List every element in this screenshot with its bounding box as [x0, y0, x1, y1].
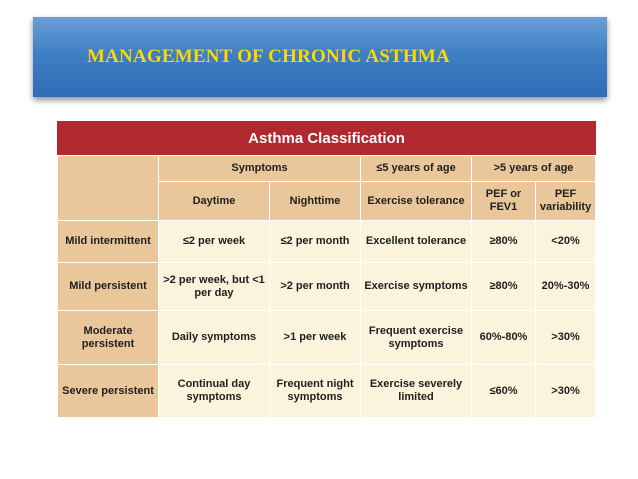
table-title-row — [58, 121, 596, 156]
nighttime-cell: Frequent night symptoms — [270, 365, 361, 418]
variability-cell: >30% — [536, 311, 596, 365]
variability-cell: <20% — [536, 221, 596, 263]
pef-cell: 60%-80% — [472, 311, 536, 365]
slide-title: MANAGEMENT OF CHRONIC ASTHMA — [87, 46, 450, 67]
table-row — [58, 311, 596, 365]
table-title-text: Asthma Classification — [248, 129, 405, 147]
pef-cell: ≤60% — [472, 365, 536, 418]
pef-variability-header: PEF variability — [536, 182, 596, 221]
nighttime-cell: >2 per month — [270, 263, 361, 311]
symptoms-group-header: Symptoms — [159, 156, 361, 182]
table-row — [58, 365, 596, 418]
table-row — [58, 263, 596, 311]
daytime-cell: Daily symptoms — [159, 311, 270, 365]
table-row — [58, 221, 596, 263]
row-label: Severe persistent — [58, 365, 159, 418]
asthma-classification-table — [57, 121, 595, 417]
over5-group-header: >5 years of age — [472, 156, 596, 182]
exercise-cell: Exercise symptoms — [361, 263, 472, 311]
exercise-cell: Exercise severely limited — [361, 365, 472, 418]
nighttime-cell: >1 per week — [270, 311, 361, 365]
exercise-tolerance-header: Exercise tolerance — [361, 182, 472, 221]
corner-blank-cell — [58, 156, 159, 221]
variability-cell: >30% — [536, 365, 596, 418]
daytime-cell: ≤2 per week — [159, 221, 270, 263]
exercise-cell: Frequent exercise symptoms — [361, 311, 472, 365]
slide-title-banner — [33, 17, 607, 97]
daytime-header: Daytime — [159, 182, 270, 221]
nighttime-header: Nighttime — [270, 182, 361, 221]
under5-group-header: ≤5 years of age — [361, 156, 472, 182]
classification-grid — [57, 121, 596, 418]
pef-cell: ≥80% — [472, 221, 536, 263]
daytime-cell: >2 per week, but <1 per day — [159, 263, 270, 311]
daytime-cell: Continual day symptoms — [159, 365, 270, 418]
table-title — [58, 121, 596, 156]
pef-cell: ≥80% — [472, 263, 536, 311]
nighttime-cell: ≤2 per month — [270, 221, 361, 263]
row-label: Mild persistent — [58, 263, 159, 311]
variability-cell: 20%-30% — [536, 263, 596, 311]
exercise-cell: Excellent tolerance — [361, 221, 472, 263]
pef-fev1-header: PEF or FEV1 — [472, 182, 536, 221]
row-label: Moderate persistent — [58, 311, 159, 365]
row-label: Mild intermittent — [58, 221, 159, 263]
group-header-row — [58, 156, 596, 182]
